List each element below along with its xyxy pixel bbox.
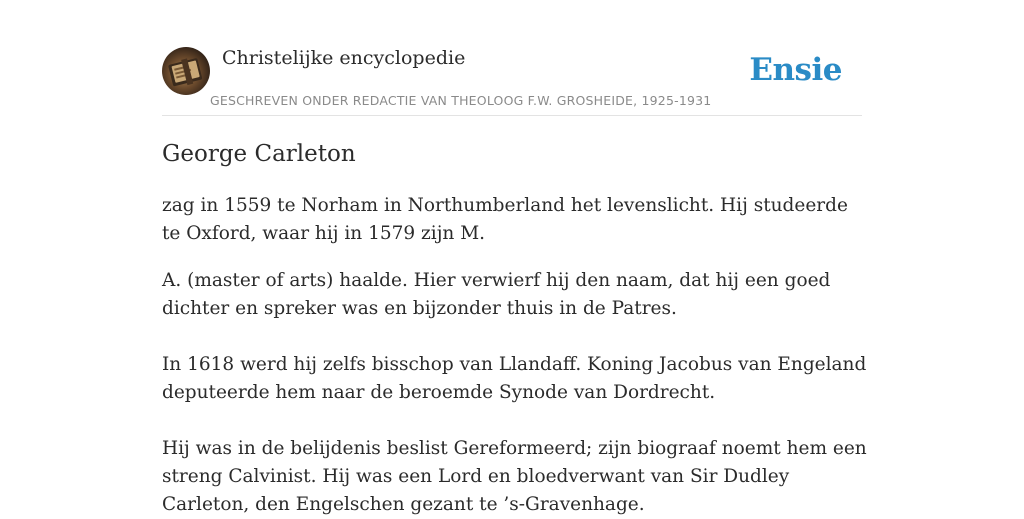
article-paragraph: A. (master of arts) haalde. Hier verwierf hij den naam, dat hij een goed dichter en spreker was en bijzonder thuis in de Patres. [162,270,831,319]
article-paragraph: zag in 1559 te Norham in Northumberland het levenslicht. Hij studeerde te Oxford, waar hij in 1579 zijn M. [162,195,848,244]
header-divider [162,115,862,116]
site-subtitle: GESCHREVEN ONDER REDACTIE VAN THEOLOOG F.W. GROSHEIDE, 1925-1931 [210,93,712,108]
site-header [162,46,862,116]
article-body [162,192,867,519]
article-paragraph: Hij was in de belijdenis beslist Gereformeerd; zijn biograaf noemt hem een streng Calvinist. Hij was een Lord en bloedverwant van Sir Dudley Carleton, den Engelschen gezant te ’s-Gravenhage. [162,438,867,515]
article-paragraph: In 1618 werd hij zelfs bisschop van Llandaff. Koning Jacobus van Engeland deputeerde hem naar de beroemde Synode van Dordrecht. [162,354,867,403]
article-title: George Carleton [162,141,356,167]
site-name[interactable]: Christelijke encyclopedie [222,47,466,69]
book-photo-icon[interactable] [162,47,210,95]
ensie-logo[interactable]: Ensie [749,52,842,88]
